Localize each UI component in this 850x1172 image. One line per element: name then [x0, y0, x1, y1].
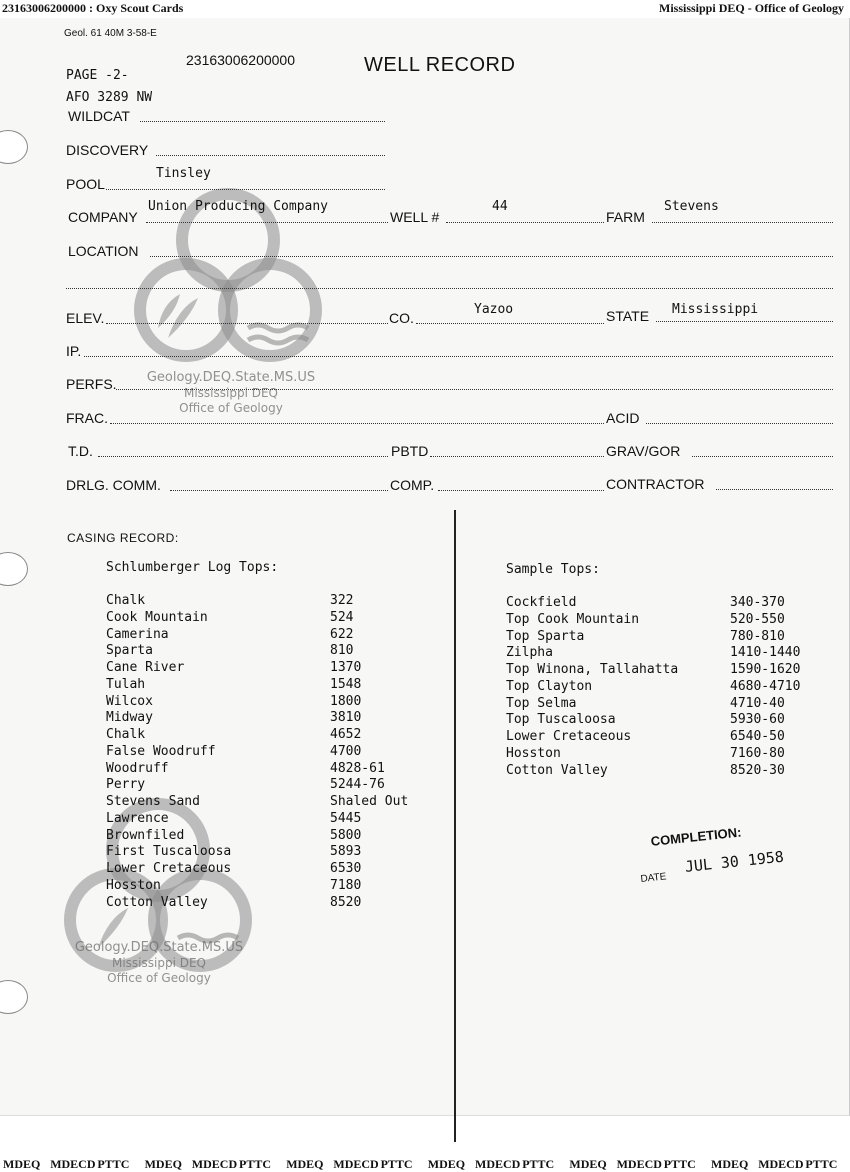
schlumberger-formation-name: Camerina [106, 626, 169, 642]
schlumberger-formation-depth: 5445 [330, 810, 362, 826]
footer-token: MDEQ [427, 1157, 466, 1171]
sample-formation-name: Cockfield [506, 595, 577, 610]
schlumberger-formation-depth: 7180 [330, 877, 362, 893]
well-line [446, 222, 604, 223]
footer-token: MDECD [191, 1157, 238, 1171]
perfs-line [116, 389, 833, 390]
ip-label: IP. [66, 343, 82, 359]
sample-formation-depth: 8520-30 [730, 762, 785, 778]
sample-formation-name: Top Winona, Tallahatta [506, 662, 679, 677]
company-line [146, 222, 388, 223]
ip-line [84, 356, 833, 357]
schlumberger-formation-name: Chalk [106, 593, 146, 608]
column-divider [454, 510, 456, 1142]
footer-token: PTTC [805, 1157, 838, 1171]
sample-formation-name: Top Cook Mountain [506, 611, 640, 627]
schlumberger-formation-depth: 8520 [330, 894, 362, 910]
watermark-office: Office of Geology [107, 971, 211, 985]
sample-formation-depth: 4680-4710 [730, 678, 801, 694]
completion-date: JUL 30 1958 [684, 847, 785, 876]
elev-label: ELEV. [66, 310, 105, 326]
sample-formation-depth: 5930-60 [730, 712, 785, 728]
company-value: Union Producing Company [148, 199, 329, 214]
footer-token: PTTC [380, 1157, 413, 1171]
state-label: STATE [606, 308, 650, 324]
schlumberger-formation-depth: 810 [330, 643, 354, 659]
footer-token: PTTC [663, 1157, 696, 1171]
wildcat-line [140, 121, 385, 122]
schlumberger-formation-depth: 524 [330, 609, 354, 625]
schlumberger-formation-name: Sparta [106, 643, 153, 659]
acid-line [646, 423, 833, 424]
schlumberger-formation-name: Stevens Sand [106, 794, 200, 809]
schlumberger-formation-name: Cane River [106, 660, 185, 675]
perfs-label: PERFS. [66, 376, 117, 392]
schlumberger-heading: Schlumberger Log Tops: [106, 560, 279, 575]
footer-token: MDEQ [3, 1157, 41, 1171]
schlumberger-formation-depth: 322 [330, 593, 354, 608]
schlumberger-formation-depth: Shaled Out [330, 794, 409, 809]
state-line [656, 321, 833, 322]
afo-number: AFO 3289 NW [66, 90, 153, 105]
company-label: COMPANY [68, 209, 138, 225]
schlumberger-formation-name: Woodruff [106, 760, 169, 776]
watermark-agency: Mississippi DEQ [183, 386, 278, 400]
page-number: PAGE -2- [66, 68, 129, 83]
td-label: T.D. [68, 443, 93, 459]
location-line [150, 256, 833, 257]
co-value: Yazoo [474, 302, 514, 317]
state-value: Mississippi [672, 302, 759, 317]
discovery-line [156, 155, 385, 156]
schlumberger-formation-name: Brownfiled [106, 827, 185, 843]
footer-token: MDEQ [711, 1157, 749, 1171]
watermark-url: Geology.DEQ.State.MS.US [146, 370, 316, 385]
footer-token: MDECD [758, 1157, 804, 1171]
schlumberger-formation-depth: 1800 [330, 693, 362, 709]
sample-formation-name: Hosston [506, 745, 561, 761]
drlg-comm-line [170, 490, 388, 491]
schlumberger-formation-name: Tulah [106, 676, 146, 692]
completion-date-label: DATE [640, 871, 667, 885]
schlumberger-formation-name: Lower Cretaceous [106, 861, 232, 876]
form-id: Geol. 61 40M 3-58-E [64, 28, 157, 39]
location-label: LOCATION [68, 243, 139, 259]
sample-formation-name: Top Sparta [506, 628, 585, 644]
sample-formation-depth: 6540-50 [730, 729, 785, 744]
header-left: 23163006200000 : Oxy Scout Cards [2, 1, 184, 15]
farm-value: Stevens [664, 199, 719, 214]
sample-formation-depth: 7160-80 [730, 745, 785, 761]
comp-label: COMP. [390, 477, 435, 493]
pool-line [106, 189, 385, 190]
location-line-2 [66, 288, 833, 289]
api-number: 23163006200000 [186, 52, 296, 68]
sample-formation-depth: 4710-40 [730, 695, 785, 711]
footer-token: MDECD [50, 1157, 96, 1171]
sample-formation-depth: 340-370 [730, 595, 785, 610]
schlumberger-formation-name: Lawrence [106, 810, 169, 826]
schlumberger-formation-name: Cotton Valley [106, 894, 208, 910]
co-line [416, 323, 604, 324]
schlumberger-formation-name: Perry [106, 777, 146, 793]
well-value: 44 [492, 199, 508, 214]
sample-formation-name: Top Clayton [506, 678, 593, 694]
well-label: WELL # [390, 209, 440, 225]
contractor-line [716, 489, 833, 490]
sample-formation-depth: 1590-1620 [730, 662, 801, 677]
sample-formation-name: Top Selma [506, 695, 577, 711]
schlumberger-formation-name: False Woodruff [106, 743, 216, 759]
sample-formation-name: Cotton Valley [506, 762, 608, 778]
elev-line [106, 323, 388, 324]
schlumberger-formation-name: Cook Mountain [106, 609, 208, 625]
schlumberger-formation-name: First Tuscaloosa [106, 844, 232, 860]
watermark-url: Geology.DEQ.State.MS.US [74, 940, 244, 955]
schlumberger-formation-depth: 4700 [330, 743, 362, 759]
schlumberger-formation-depth: 3810 [330, 710, 362, 726]
schlumberger-formation-name: Hosston [106, 877, 161, 893]
footer-token: MDEQ [144, 1157, 182, 1171]
sample-tops-heading: Sample Tops: [506, 562, 600, 577]
footer-token: PTTC [239, 1157, 272, 1171]
co-label: CO. [389, 310, 414, 326]
schlumberger-formation-depth: 1548 [330, 676, 362, 692]
schlumberger-formation-depth: 5893 [330, 844, 362, 860]
document-footer [0, 1156, 850, 1172]
sample-formation-depth: 520-550 [730, 611, 785, 627]
discovery-label: DISCOVERY [66, 142, 149, 158]
farm-label: FARM [606, 209, 645, 225]
schlumberger-formation-depth: 4652 [330, 727, 362, 742]
td-line [98, 456, 388, 457]
comp-line [438, 490, 604, 491]
punch-hole-icon [0, 552, 28, 586]
sample-formation-depth: 780-810 [730, 628, 785, 644]
acid-label: ACID [606, 410, 640, 426]
sample-formation-depth: 1410-1440 [730, 645, 801, 661]
footer-token: MDEQ [569, 1157, 607, 1171]
header-right: Mississippi DEQ - Office of Geology [659, 1, 844, 15]
farm-line [652, 222, 833, 223]
wildcat-label: WILDCAT [68, 108, 130, 124]
casing-record-label: CASING RECORD: [67, 531, 179, 545]
schlumberger-formation-depth: 5800 [330, 827, 362, 843]
schlumberger-formation-depth: 6530 [330, 861, 362, 876]
schlumberger-formation-depth: 4828-61 [330, 760, 385, 776]
completion-label: COMPLETION: [650, 824, 743, 849]
sample-formation-name: Lower Cretaceous [506, 729, 632, 744]
sample-formation-name: Zilpha [506, 645, 553, 661]
footer-token: PTTC [522, 1157, 555, 1171]
schlumberger-formation-name: Chalk [106, 727, 146, 742]
page-title: WELL RECORD [364, 54, 516, 76]
schlumberger-formation-name: Midway [106, 710, 153, 726]
footer-token: MDECD [616, 1157, 662, 1171]
footer-token: MDECD [475, 1157, 521, 1171]
watermark-office: Office of Geology [179, 401, 283, 415]
watermark-agency: Mississippi DEQ [111, 956, 206, 970]
frac-label: FRAC. [66, 410, 108, 426]
pbtd-line [430, 456, 604, 457]
frac-line [110, 423, 604, 424]
pool-value: Tinsley [156, 166, 211, 181]
pool-label: POOL [66, 176, 105, 192]
contractor-label: CONTRACTOR [606, 476, 705, 492]
footer-token: PTTC [97, 1157, 130, 1171]
gravgor-line [692, 456, 833, 457]
schlumberger-formation-depth: 622 [330, 626, 354, 642]
footer-token: MDECD [333, 1157, 379, 1171]
schlumberger-formation-depth: 5244-76 [330, 777, 385, 793]
footer-token: MDEQ [286, 1157, 324, 1171]
punch-hole-icon [0, 130, 28, 164]
document-header [0, 0, 850, 18]
schlumberger-formation-name: Wilcox [106, 693, 153, 709]
gravgor-label: GRAV/GOR [606, 443, 681, 459]
pbtd-label: PBTD [391, 443, 429, 459]
well-record-card [0, 18, 850, 1116]
schlumberger-formation-depth: 1370 [330, 660, 362, 675]
punch-hole-icon [0, 980, 28, 1014]
drlg-comm-label: DRLG. COMM. [66, 477, 161, 493]
sample-formation-name: Top Tuscaloosa [506, 712, 616, 728]
